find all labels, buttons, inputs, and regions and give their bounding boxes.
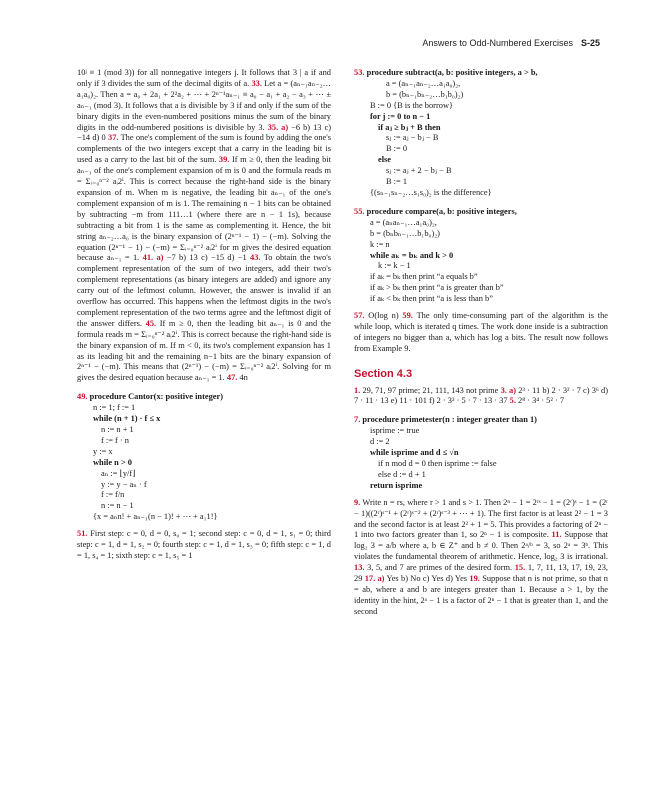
right-column (354, 68, 608, 620)
answers-1-5: 1. 29, 71, 97 prime; 21, 111, 143 not prime 3. a) 2³ · 11 b) 2 · 3² · 7 c) 3⁶ d) 7 · 11 · 13 e) 11 · 101 f) 2 · 3³ · 5 · 7 · 13 · 37 5. 2⁸ · 3⁴ · 5² · 7 (354, 385, 609, 406)
procedure-cantor: 49. procedure Cantor(x: positive integer) n := 1; f := 1 while (n + 1) · f ≤ x n := n + 1 f := f · n y := x while n > 0 aₙ := ⌊y/f⌋ y := y − aₙ · f f := f/n n := n − 1 {x = aₙn! + aₙ₋₁(n − 1)! + ⋯ + a₁1!} (77, 392, 223, 522)
answers-33-47: 10ʲ ≡ 1 (mod 3)) for all nonnegative integers j. It follows that 3 | a if and only if 3 divides the sum of the decimal digits of a. 33. Let a = (aₙ₋₁aₙ₋₂…a₁a₀)₂. Then a = a₀ + 2a₁ + 2²a₂ + ⋯ + 2ⁿ⁻¹aₙ₋₁ ≡ a₀ − a₁ + a₂ − a₃ + ⋯ ± aₙ₋₁ (mod 3). It follows that a is divisible by 3 if and only if the sum of the binary digits in the even-numbered positions minus the sum of the binary digits in the odd-numbered positions is divisible by 3. 35. a) −6 b) 13 c) −14 d) 0 37. The one's complement of the sum is found by adding the one's complements of the two integers except that a carry in the leading bit is used as a carry to the last bit of the sum. 39. If m ≥ 0, then the leading bit aₙ₋₁ of the one's complement expansion of m is 0 and the formula reads m = Σᵢ₌₀ⁿ⁻² aᵢ2ⁱ. This is correct because the right-hand side is the binary expansion of m. When m is negative, the leading bit aₙ₋₁ of the one's complement expansion of m is 1. The remaining n − 1 bits can be obtained by subtracting −m from 111…1 (where there are n − 1 1s), because subtracting a bit from 1 is the same as complementing it. Hence, the bit string aₙ₋₂…a₀ is the binary expansion of (2ⁿ⁻¹ − 1) − (−m). Solving the equation (2ⁿ⁻¹ − 1) − (−m) = Σᵢ₌₀ⁿ⁻² aᵢ2ⁱ for m gives the desired equation because aₙ₋₁ = 1. 41. a) −7 b) 13 c) −15 d) −1 43. To obtain the two's complement representation of the sum of two integers, add their two's complement representations (as binary integers are added) and ignore any carry out of the leftmost column. However, the answer is invalid if an overflow has occurred. This happens when the leftmost digits in the two's complement representation of the two terms agree and the leftmost digit of the answer differs. 45. If m ≥ 0, then the leading bit aₙ₋₁ is 0 and the formula reads m = Σᵢ₌₀ⁿ⁻² aᵢ2ⁱ. This is correct because the right-hand side is the binary expansion of m. If m < 0, its two's complement expansion has 1 as its leading bit and the remaining n−1 bits are the binary expansion of 2ⁿ⁻¹ − (−m). This means that (2ⁿ⁻¹) − (−m) = Σᵢ₌₀ⁿ⁻² aᵢ2ⁱ. Solving for m gives the desired equation because aₙ₋₁ = 1. 47. 4n (77, 68, 332, 383)
answers-57-59: 57. O(log n) 59. The only time-consuming part of the algorithm is the while loop, which is iterated q times. The work done inside is a subtraction of integers no bigger than a, which has log a bits. The result now follows from Example 9. (354, 311, 609, 353)
procedure-primetester: 7. procedure primetester(n : integer greater than 1) isprime := true d := 2 while isprime and d ≤ √n if n mod d = 0 then isprime := false else d := d + 1 return isprime (354, 415, 537, 490)
page-number: S-25 (580, 38, 600, 48)
procedure-subtract: 53. procedure subtract(a, b: positive integers, a > b, a = (aₙ₋₁aₙ₋₂…a₁a₀)₂, b = (bₙ₋₁bₙ₋₂…b₁b₀)₂) B := 0 {B is the borrow} for j := 0 to n − 1 if aⱼ ≥ bⱼ + B then sⱼ := aⱼ − bⱼ − B B := 0 else sⱼ := aⱼ + 2 − bⱼ − B B := 1 {(sₙ₋₁sₙ₋₂…s₁s₀)₂ is the difference} (354, 68, 538, 197)
header-title: Answers to Odd-Numbered Exercises (422, 38, 573, 48)
answer-51: 51. First step: c = 0, d = 0, s₀ = 1; second step: c = 0, d = 1, s₁ = 0; third step: c = 1, d = 1, s₂ = 0; fourth step: c = 1, d = 1, s₃ = 0; fifth step: c = 1, d = 1, s₄ = 1; sixth step: c = 1, s₅ = 1 (77, 529, 331, 560)
running-header (0, 38, 600, 48)
left-column (77, 68, 331, 564)
section-title: Section 4.3 (354, 367, 413, 380)
answers-9-19: 9. Write n = rs, where r > 1 and s > 1. Then 2ⁿ − 1 = 2ʳˢ − 1 = (2ʳ)ˢ − 1 = (2ʳ − 1)((2ʳ)ˢ⁻¹ + (2ʳ)ˢ⁻² + (2ʳ)ˢ⁻³ + ⋯ + 1). The first factor is at least 2² − 1 = 3 and the second factor is at least 2² + 1 = 5. This provides a factoring of 2ⁿ − 1 into two factors greater than 1, so 2ⁿ − 1 is composite. 11. Suppose that log₂ 3 = a/b where a, b ∈ Z⁺ and b ≠ 0. Then 2ᵃ/ᵇ = 3, so 2ᵃ = 3ᵇ. This violates the fundamental theorem of arithmetic. Hence, log₂ 3 is irrational. 13. 3, 5, and 7 are primes of the desired form. 15. 1, 7, 11, 13, 17, 19, 23, 29 17. a) Yes b) No c) Yes d) Yes 19. Suppose that n is not prime, so that n = ab, where a and b are integers greater than 1. Because a > 1, by the identity in the hint, 2ᵃ − 1 is a factor of 2ⁿ − 1 that is greater than 1, and the second (354, 497, 609, 616)
procedure-compare: 55. procedure compare(a, b: positive integers, a = (aₙaₙ₋₁…a₁a₀)₂, b = (bₙbₙ₋₁…b₁b₀)₂) k := n while aₖ = bₖ and k > 0 k := k − 1 if aₖ = bₖ then print “a equals b” if aₖ > bₖ then print “a is greater than b” if aₖ < bₖ then print “a is less than b” (354, 206, 517, 304)
